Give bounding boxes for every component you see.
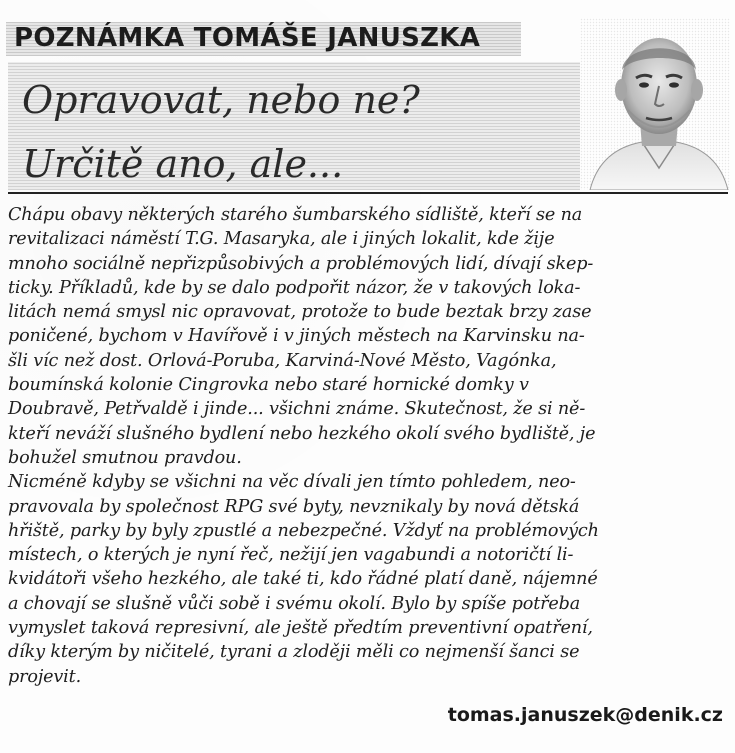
body-line: revitalizaci náměstí T.G. Masaryka, ale i jiných lokalit, kde žije bbox=[8, 229, 555, 250]
author-portrait-icon bbox=[580, 18, 730, 190]
body-line: boumínská kolonie Cingrovka nebo staré hornické domky v bbox=[8, 375, 529, 396]
body-line: vymyslet taková represivní, ale ještě předtím preventivní opatření, bbox=[8, 618, 593, 639]
body-line: bohužel smutnou pravdou. bbox=[8, 447, 242, 468]
body-line: díky kterým by ničitelé, tyrani a zloději měli co nejmenší šanci se bbox=[8, 642, 580, 663]
body-line: ticky. Příkladů, kde by se dalo podpořit názor, že v takových loka- bbox=[8, 277, 581, 298]
headline-box bbox=[8, 62, 580, 190]
body-line: Doubravě, Petřvaldě i jinde... všichni známe. Skutečnost, že si ně- bbox=[8, 399, 586, 420]
headline-line-1: Opravovat, nebo ne? bbox=[22, 78, 420, 122]
body-line: a chovají se slušně vůči sobě i svému okolí. Bylo by spíše potřeba bbox=[8, 593, 581, 614]
kicker-title: POZNÁMKA TOMÁŠE JANUSZKA bbox=[14, 23, 481, 53]
body-line: poničené, bychom v Havířově i v jiných městech na Karvinsku na- bbox=[8, 326, 585, 347]
headline bbox=[22, 68, 420, 196]
headline-line-2: Určitě ano, ale... bbox=[22, 142, 344, 186]
body-line: Nicméně kdyby se všichni na věc dívali jen tímto pohledem, neo- bbox=[8, 472, 576, 493]
author-photo bbox=[580, 18, 730, 190]
body-line: projevit. bbox=[8, 666, 82, 687]
body-line: hřiště, parky by byly zpustlé a nebezpečné. Vždyť na problémových bbox=[8, 520, 599, 541]
author-email[interactable]: tomas.januszek@denik.cz bbox=[447, 704, 723, 726]
body-line: šli víc než dost. Orlová-Poruba, Karviná-Nové Město, Vagónka, bbox=[8, 350, 557, 371]
headline-divider bbox=[8, 192, 728, 194]
article-body bbox=[8, 203, 723, 689]
body-line: kteří neváží slušného bydlení nebo hezkého okolí svého bydliště, je bbox=[8, 423, 596, 444]
body-line: místech, o kterých je nyní řeč, nežijí jen vagabundi a notoričtí li- bbox=[8, 545, 574, 566]
body-line: litách nemá smysl nic opravovat, protože to bude beztak brzy zase bbox=[8, 302, 592, 323]
body-line: pravovala by společnost RPG své byty, nevznikaly by nová dětská bbox=[8, 496, 580, 517]
body-line: Chápu obavy některých starého šumbarského sídliště, kteří se na bbox=[8, 205, 583, 225]
body-line: kvidátoři všeho hezkého, ale také ti, kdo řádné platí daně, nájemné bbox=[8, 569, 598, 590]
body-line: mnoho sociálně nepřizpůsobivých a problémových lidí, dívají skep- bbox=[8, 253, 594, 274]
kicker-banner bbox=[6, 22, 521, 56]
